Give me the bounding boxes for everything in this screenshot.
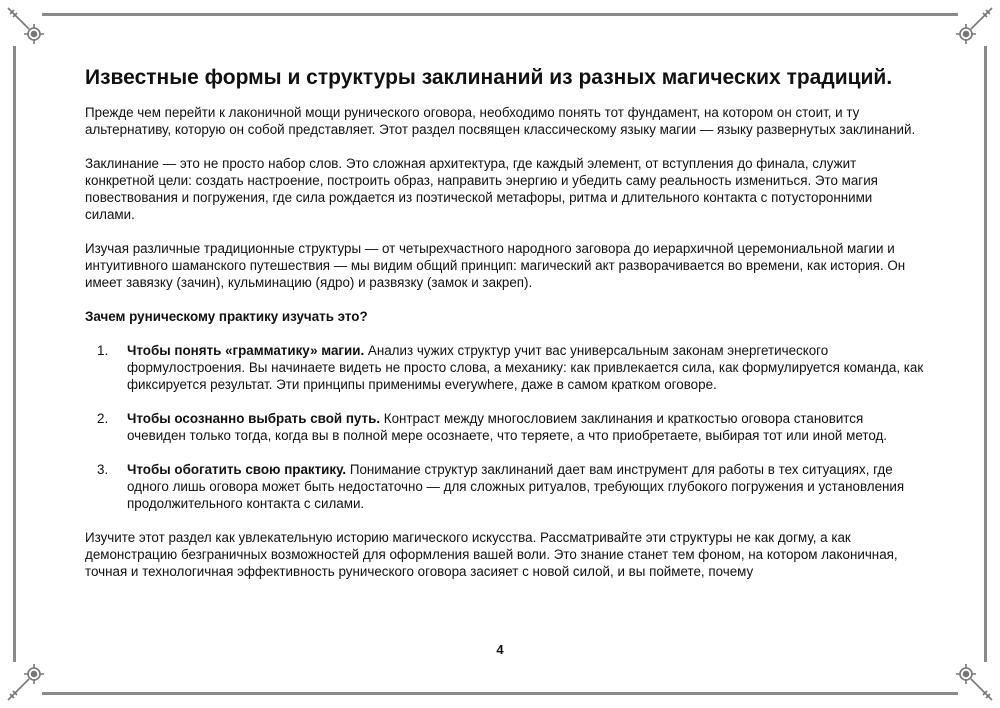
frame-top-border bbox=[42, 13, 958, 16]
ornate-key-icon bbox=[4, 4, 48, 48]
ornate-key-icon bbox=[952, 4, 996, 48]
list-item-heading: Чтобы понять «грамматику» магии. bbox=[127, 343, 365, 358]
list-item-number: 1. bbox=[97, 343, 109, 358]
paragraph-intro: Прежде чем перейти к лаконичной мощи рунического оговора, необходимо понять тот фундамент, на котором он стоит, и ту альтернативу, которую он собой представляет. Этот раздел посвящен классическому языку магии — языку развернутых заклинаний. bbox=[85, 105, 916, 137]
list-item bbox=[85, 410, 925, 444]
list-item-text: Контраст между многословием заклинания и краткостью оговора становится очевиден только тогда, когда вы в полной мере осознаете, что теряете, а что приобретаете, выбирая тот или иной метод. bbox=[127, 411, 887, 443]
paragraph-closing: Изучите этот раздел как увлекательную историю магического искусства. Рассматривайте эти структуры не как догму, а как демонстрацию безграничных возможностей для оформления вашей воли. Это знание станет тем фоном, на котором лаконичная, точная и технологичная эффективность рунического оговора засияет с новой силой, и вы поймете, почему bbox=[85, 530, 898, 579]
page-content bbox=[85, 66, 925, 597]
frame-left-border bbox=[13, 46, 16, 662]
frame-right-border bbox=[984, 46, 987, 662]
list-item bbox=[85, 461, 925, 512]
list-item-heading: Чтобы осознанно выбрать свой путь. bbox=[127, 411, 381, 426]
page-title: Известные формы и структуры заклинаний из разных магических традиций. bbox=[85, 66, 893, 89]
list-item-number: 2. bbox=[97, 411, 109, 426]
frame-bottom-border bbox=[42, 692, 958, 695]
list-item-text: Анализ чужих структур учит вас универсальным законам энергетического формулостроения. Вы начинаете видеть не просто слова, а механику: как привлекается сила, как формулируется команда, как фиксируется результат. Эти принципы применимы everywhere, даже в самом кратком оговоре. bbox=[127, 343, 924, 392]
list-item-text: Понимание структур заклинаний дает вам инструмент для работы в тех ситуациях, где одного лишь оговора может быть недостаточно — для сложных ритуалов, требующих глубокого погружения и установления продолжительного контакта с силами. bbox=[127, 462, 905, 511]
reasons-list bbox=[85, 342, 925, 512]
ornate-key-icon bbox=[952, 660, 996, 704]
list-item-number: 3. bbox=[97, 462, 109, 477]
paragraph-structures: Изучая различные традиционные структуры — от четырехчастного народного заговора до иерархичной церемониальной магии и интуитивного шаманского путешествия — мы видим общий принцип: магический акт разворачивается во времени, как история. Он имеет завязку (зачин), кульминацию (ядро) и развязку (замок и закреп). bbox=[85, 241, 906, 290]
list-item bbox=[85, 342, 925, 393]
section-question: Зачем руническому практику изучать это? bbox=[85, 309, 368, 324]
paragraph-definition: Заклинание — это не просто набор слов. Это сложная архитектура, где каждый элемент, от вступления до финала, служит конкретной цели: создать настроение, построить образ, направить энергию и убедить саму реальность измениться. Это магия повествования и погружения, где сила рождается из поэтической метафоры, ритма и длительного контакта с потусторонними силами. bbox=[85, 156, 878, 222]
list-item-heading: Чтобы обогатить свою практику. bbox=[127, 462, 347, 477]
page-number: 4 bbox=[496, 642, 504, 657]
ornate-key-icon bbox=[4, 660, 48, 704]
